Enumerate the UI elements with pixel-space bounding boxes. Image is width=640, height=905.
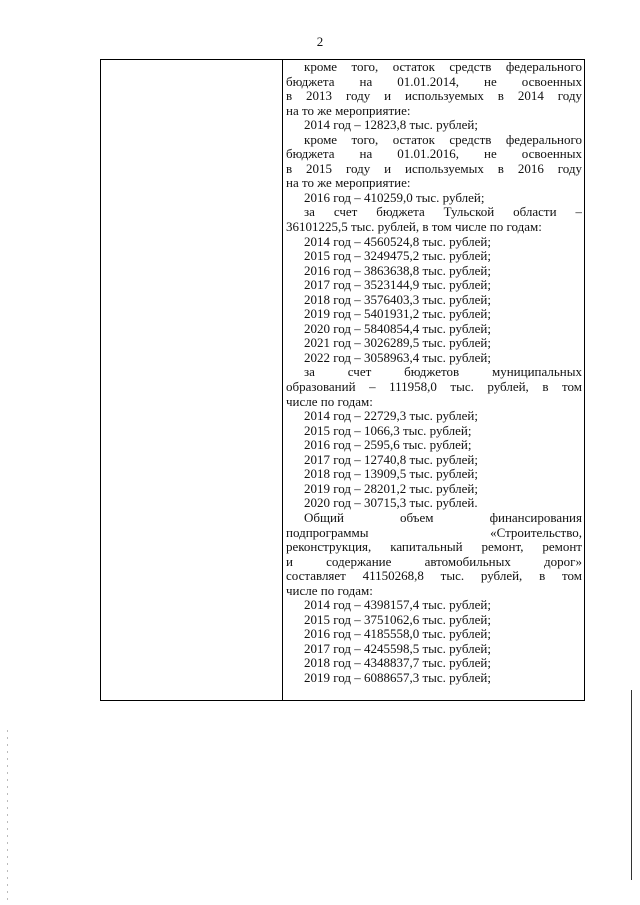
- text-line: на то же мероприятие:: [286, 102, 411, 118]
- text-line: 36101225,5 тыс. рублей, в том числе по годам:: [286, 219, 542, 235]
- text-line: кроме того, остаток средств федерального: [304, 60, 582, 74]
- text-line: 2016 год – 4185558,0 тыс. рублей;: [304, 626, 491, 642]
- scan-dotted-mark: [7, 730, 8, 900]
- text-line: 2016 год – 3863638,8 тыс. рублей;: [304, 262, 491, 278]
- text-line: реконструкция, капитальный ремонт, ремонт: [286, 540, 582, 555]
- text-line: 2014 год – 22729,3 тыс. рублей;: [304, 408, 478, 424]
- text-line: в 2015 году и используемых в 2016 году: [286, 161, 582, 176]
- text-line: 2017 год – 12740,8 тыс. рублей;: [304, 451, 478, 467]
- text-line: 2019 год – 6088657,3 тыс. рублей;: [304, 669, 491, 685]
- text-line: 2022 год – 3058963,4 тыс. рублей;: [304, 349, 491, 365]
- text-line: 2016 год – 2595,6 тыс. рублей;: [304, 437, 472, 453]
- text-line: на то же мероприятие:: [286, 175, 411, 191]
- text-line: 2020 год – 5840854,4 тыс. рублей;: [304, 320, 491, 336]
- text-line: за счет бюджетов муниципальных: [304, 365, 582, 380]
- text-line: 2014 год – 12823,8 тыс. рублей;: [304, 117, 478, 133]
- text-line: 2015 год – 3751062,6 тыс. рублей;: [304, 611, 491, 627]
- text-line: 2015 год – 1066,3 тыс. рублей;: [304, 422, 472, 438]
- text-line: бюджета на 01.01.2014, не освоенных: [286, 74, 582, 89]
- page-number: 2: [316, 34, 324, 49]
- text-line: 2020 год – 30715,3 тыс. рублей.: [304, 495, 478, 511]
- text-line: 2015 год – 3249475,2 тыс. рублей;: [304, 248, 491, 264]
- text-line: 2019 год – 28201,2 тыс. рублей;: [304, 480, 478, 496]
- funding-table: [100, 59, 585, 701]
- text-line: числе по годам:: [286, 393, 373, 409]
- text-line: 2014 год – 4398157,4 тыс. рублей;: [304, 597, 491, 613]
- text-line: 2018 год – 4348837,7 тыс. рублей;: [304, 655, 491, 671]
- funding-text-cell: [286, 60, 582, 686]
- text-line: 2019 год – 5401931,2 тыс. рублей;: [304, 306, 491, 322]
- text-line: 2021 год – 3026289,5 тыс. рублей;: [304, 335, 491, 351]
- text-line: 2017 год – 3523144,9 тыс. рублей;: [304, 277, 491, 293]
- text-line: 2016 год – 410259,0 тыс. рублей;: [304, 189, 485, 205]
- text-line: Общий объем финансирования: [304, 510, 582, 525]
- text-line: подпрограммы «Строительство,: [286, 525, 582, 540]
- text-line: за счет бюджета Тульской области –: [304, 205, 582, 220]
- text-line: составляет 41150268,8 тыс. рублей, в том: [286, 569, 582, 584]
- text-line: образований – 111958,0 тыс. рублей, в том: [286, 380, 582, 395]
- text-line: 2018 год – 3576403,3 тыс. рублей;: [304, 291, 491, 307]
- text-line: кроме того, остаток средств федерального: [304, 132, 582, 147]
- column-divider: [282, 60, 283, 700]
- text-line: в 2013 году и используемых в 2014 году: [286, 89, 582, 104]
- text-line: числе по годам:: [286, 582, 373, 598]
- text-line: и содержание автомобильных дорог»: [286, 554, 582, 569]
- text-line: 2014 год – 4560524,8 тыс. рублей;: [304, 233, 491, 249]
- text-line: бюджета на 01.01.2016, не освоенных: [286, 147, 582, 162]
- text-line: 2018 год – 13909,5 тыс. рублей;: [304, 466, 478, 482]
- text-line: 2017 год – 4245598,5 тыс. рублей;: [304, 640, 491, 656]
- scan-edge-line: [631, 690, 632, 880]
